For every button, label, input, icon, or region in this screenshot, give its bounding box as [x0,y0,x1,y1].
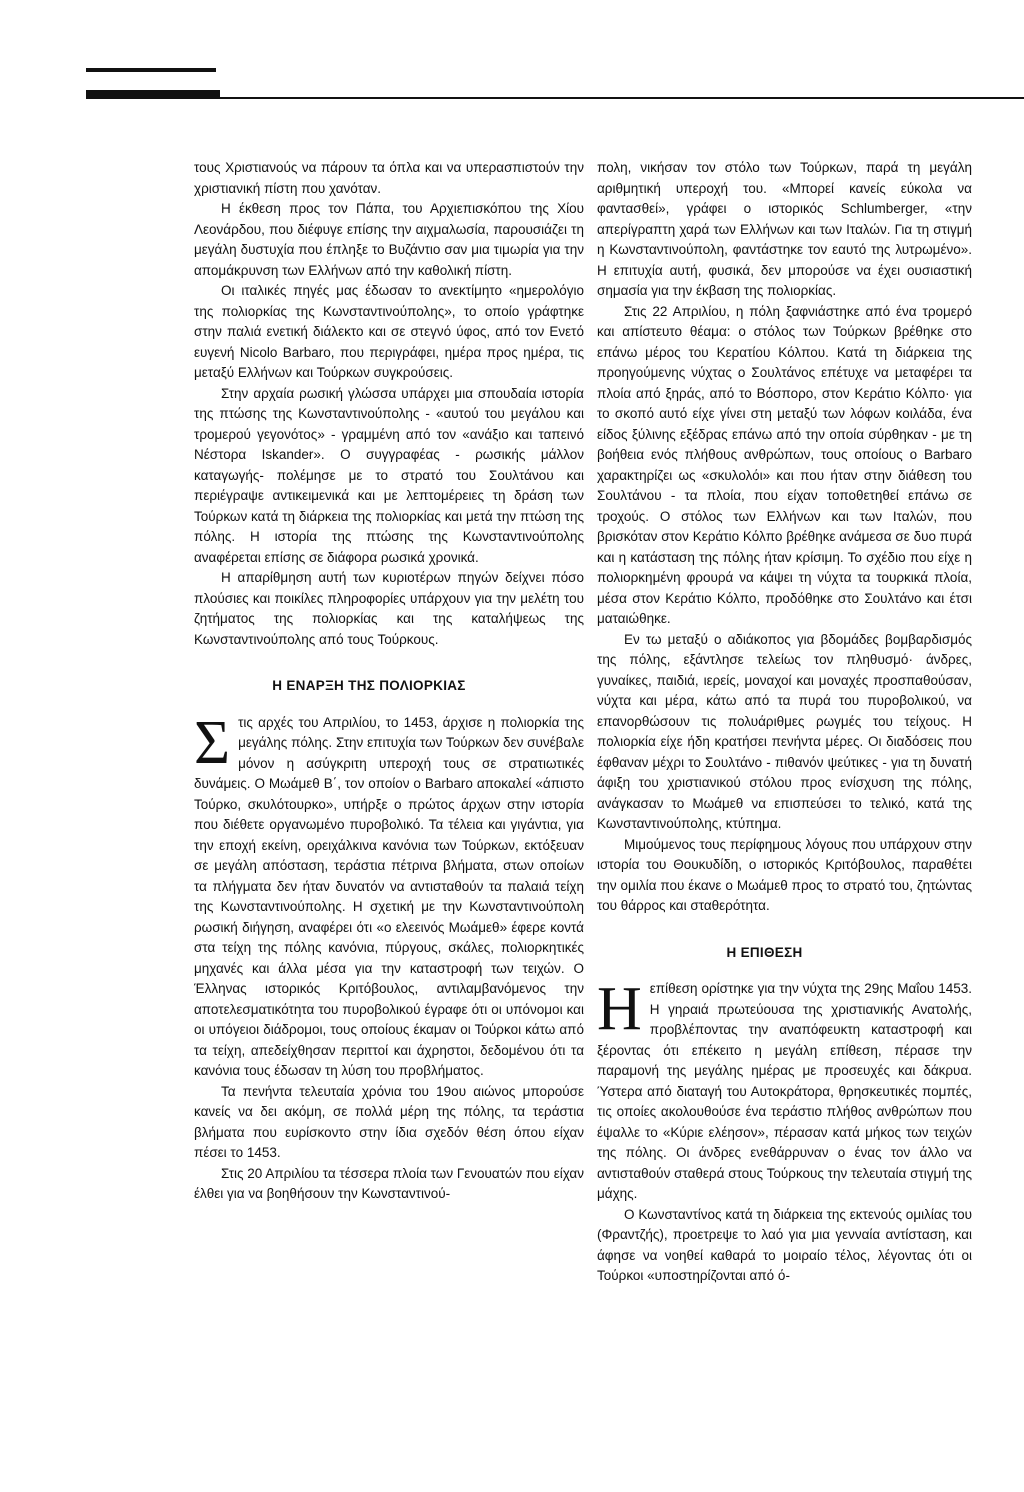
paragraph: Εν τω μεταξύ ο αδιάκοπος για βδομάδες βομβαρδισμός της πόλης, εξάντλησε τελείως τον πληθυσμό· άνδρες, γυναίκες, παιδιά, ιερείς, μοναχοί και μοναχές προσπαθούσαν, νύχτα και μέρα, κάτω από τα πυρά του πυροβολικού, να επανορθώσουν τις πολυάριθμες ρωγμές του τείχους. Η πολιορκία είχε ήδη κρατήσει πενήντα μέρες. Οι διαδόσεις που έφθαναν μέχρι το Σουλτάνο - πιθανόν ψεύτικες - για τη δυνατή άφιξη του χριστιανικού στόλου προς ενίσχυση της πόλης, ανάγκασαν το Μωάμεθ να επισπεύσει το τελικό, κατά της Κωνσταντινούπολης, κτύπημα. [597,631,972,831]
header-rule-thick [86,90,220,97]
dropcap-paragraph-text: επίθεση ορίστηκε για την νύχτα της 29ης Μαΐου 1453. Η γηραιά πρωτεύουσα της χριστιανικής Ανατολής, προβλέποντας την αναπόφευκτη καταστροφή και ξέροντας ότι επέκειτο η μεγάλη επίθεση, πέρασε την παραμονή της μεγάλης ημέρας με προσευχές και δάκρυα. Ύστερα από διαταγή του Αυτοκράτορα, θρησκευτικές πομπές, τις οποίες ακολουθούσε ένα τεράστιο πλήθος ανθρώπων που έψαλλε το «Κύριε ελέησον», πέρασαν κατά μήκος των τειχών της πόλης. Οι άνδρες ενεθάρρυναν ο ένας τον άλλο να αντισταθούν σταθερά στους Τούρκους την τελευταία στιγμή της μάχης. [597,981,972,1201]
dropcap-paragraph [194,708,584,1082]
paragraph: Οι ιταλικές πηγές μας έδωσαν το ανεκτίμητο «ημερολόγιο της πολιορκίας της Κωνσταντινούπολης», το οποίο γράφτηκε στην παλιά ενετική διάλεκτο και σε στεγνό ύφος, από τον Ενετό ευγενή Nicolo Barbaro, που περιγράφει, ημέρα προς ημέρα, τις μεταξύ Ελλήνων και Τούρκων συγκρούσεις. [194,283,584,380]
paragraph: Μιμούμενος τους περίφημους λόγους που υπάρχουν στην ιστορία του Θουκυδίδη, ο ιστορικός Κριτόβουλος, παραθέτει την ομιλία που έκανε ο Μωάμεθ προς το στρατό του, ζητώντας του θάρρος και σταθερότητα. [597,836,972,913]
right-column [597,158,972,1287]
paragraph: Στις 22 Απριλίου, η πόλη ξαφνιάστηκε από ένα τρομερό και απίστευτο θέαμα: ο στόλος των Τούρκων βρέθηκε στο επάνω μέρος του Κερατίου Κόλπου. Κατά τη διάρκεια της προηγούμενης νύχτας ο Σουλτάνος επέτυχε να μεταφέρει τα πλοία από ξηράς, από το Βόσπορο, στον Κεράτιο Κόλπο· για το σκοπό αυτό είχε γίνει στη μεταξύ των λόφων κοιλάδα, ένα είδος ξύλινης εξέδρας επάνω από την οποία σύρθηκαν - με τη βοήθεια ενός πλήθους ανθρώπων, τους οποίους ο Barbaro χαρακτηρίζει ως «σκυλολόι» και που ήταν στην διάθεση του Σουλτάνου - τα πλοία, που είχαν τοποθετηθεί επάνω σε τροχούς. Ο στόλος των Ελλήνων και των Ιταλών, που βρισκόταν στον Κεράτιο Κόλπο βρέθηκε ανάμεσα σε δυο πυρά και η κατάσταση της πόλης ήταν κρίσιμη. Το σχέδιο που είχε η πολιορκημένη φρουρά να κάψει τη νύχτα τα τουρκικά πλοία, μέσα στον Κεράτιο Κόλπο, προδόθηκε στο Σουλτάνο και έτσι ματαιώθηκε. [597,303,972,626]
drop-cap: Σ [194,708,231,777]
paragraph: πολη, νικήσαν τον στόλο των Τούρκων, παρά τη μεγάλη αριθμητική υπεροχή του. «Μπορεί κανείς εύκολα να φαντασθεί», γράφει ο ιστορικός Schlumberger, «την απερίγραπτη χαρά των Ελλήνων και των Ιταλών. Για τη στιγμή η Κωνσταντινούπολη, φαντάστηκε τον εαυτό της λυτρωμένο». Η επιτυχία αυτή, φυσικά, δεν μπορούσε να έχει ουσιαστική σημασία για την έκβαση της πολιορκίας. [597,160,972,298]
paragraph: Τα πενήντα τελευταία χρόνια του 19ου αιώνος μπορούσε κανείς να δει ακόμη, σε πολλά μέρη της πόλης, τα τεράστια βλήματα που ευρίσκοντο στην ίδια σχεδόν θέση όπου είχαν πέσει το 1453. [194,1083,584,1160]
paragraph: Η απαρίθμηση αυτή των κυριοτέρων πηγών δείχνει πόσο πλούσιες και ποικίλες πληροφορίες υπάρχουν για την μελέτη του ζητήματος της πολιορκίας και της καταλήψεως της Κωνσταντινούπολης από τους Τούρκους. [194,570,584,647]
section-heading: Η ΕΝΑΡΞΗ ΤΗΣ ΠΟΛΙΟΡΚΙΑΣ [272,678,466,693]
paragraph: Η έκθεση προς τον Πάπα, του Αρχιεπισκόπου της Χίου Λεονάρδου, που διέφυγε επίσης την αιχμαλωσία, παρουσιάζει τη μεγάλη δυστυχία που έπληξε το Βυζάντιο σαν μια τιμωρία για την απομάκρυνση των Ελλήνων από την καθολική πίστη. [194,201,584,278]
paragraph: Ο Κωνσταντίνος κατά τη διάρκεια της εκτενούς ομιλίας του (Φραντζής), προετρεψε το λαό για μια γενναία αντίσταση, και άφησε να νοηθεί καθαρά το μοιραίο τέλος, λέγοντας ότι οι Τούρκοι «υποστηρίζονται από ό- [597,1206,972,1283]
dropcap-paragraph-text: τις αρχές του Απριλίου, το 1453, άρχισε η πολιορκία της μεγάλης πόλης. Στην επιτυχία των Τούρκων δεν συνέβαλε μόνον η ασύγκριτη υπεροχή τους σε στρατιωτικές δυνάμεις. Ο Μωάμεθ Β΄, τον οποίον ο Barbaro αποκαλεί «άπιστο Τούρκο, σκυλότουρκο», υπήρξε ο πρώτος άρχων στην ιστορία που διέθετε οργανωμένο πυροβολικό. Τα τέλεια και γιγάντια, για την εποχή εκείνη, ορειχάλκινα κανόνια των Τούρκων, εκτόξευαν σε μεγάλη απόσταση, τεράστια πέτρινα βλήματα, στων οποίων τα πλήγματα δεν ήταν δυνατόν να αντισταθούν τα παλαιά τείχη της Κωνσταντινούπολης. Η σχετική με την Κωνσταντινούπολη ρωσική διήγηση, αναφέρει ότι «ο ελεεινός Μωάμεθ» έφερε κοντά στα τείχη της πόλης κανόνια, πύργους, σκάλες, πολιορκητικές μηχανές και άλλα μέσα για την καταστροφή των τειχών. Ο Έλληνας ιστορικός Κριτόβουλος, αντιλαμβανόμενος την αποτελεσματικότητα του πυροβολικού έγραφε ότι οι υπόνομοι και οι υπόγειοι διάδρομοι, τους οποίους έκαμαν οι Τούρκοι κάτω από τα τείχη, απεδείχθησαν περιττοί και άχρηστοι, δεδομένου ότι τα κανόνια τους έδωσαν τη λύση του προβλήματος. [194,714,584,1078]
paragraph: Στις 20 Απριλίου τα τέσσερα πλοία των Γενουατών που είχαν έλθει για να βοηθήσουν την Κωνσταντινού- [194,1165,584,1201]
section-heading: Η ΕΠΙΘΕΣΗ [726,944,803,960]
paragraph: Στην αρχαία ρωσική γλώσσα υπάρχει μια σπουδαία ιστορία της πτώσης της Κωνσταντινούπολης - «αυτού του μεγάλου και τρομερού γεγονότος» - γραμμένη από τον «ανάξιο και ταπεινό Νέστορα Iskander». Ο συγγραφέας - ρωσικής μάλλον καταγωγής- πολέμησε με το στρατό του Σουλτάνου και περιέγραψε αντικειμενικά και με λεπτομέρειες τη δράση των Τούρκων κατά τη διάρκεια της πολιορκίας και μετά την πτώση της πόλης. Η ιστορία της πτώσης της Κωνσταντινούπολης αναφέρεται επίσης σε διάφορα ρωσικά χρονικά. [194,385,584,565]
left-column [194,158,584,1205]
drop-cap: Η [597,975,642,1043]
paragraph: τους Χριστιανούς να πάρουν τα όπλα και να υπερασπιστούν την χριστιανική πίστη που χανόταν. [194,160,584,196]
dropcap-paragraph [597,975,972,1205]
header-rule-long [86,97,1024,99]
header-rule-short [86,68,216,72]
